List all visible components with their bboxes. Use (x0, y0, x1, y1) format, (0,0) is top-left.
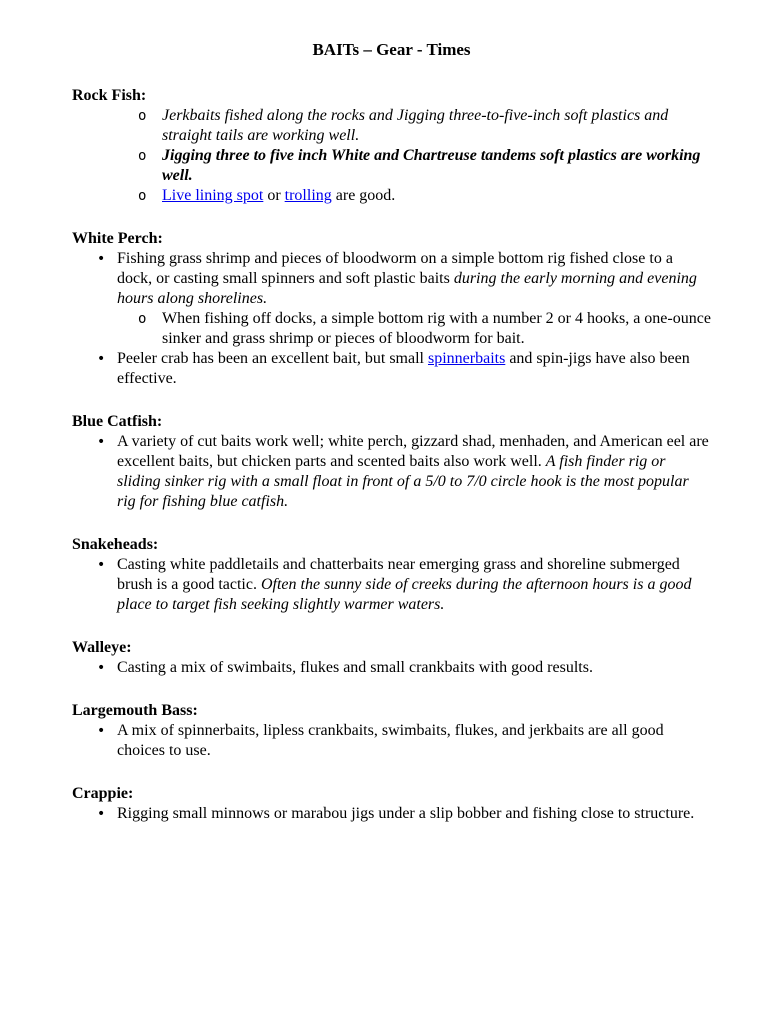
list-item (72, 146, 711, 186)
text-run: A variety of cut baits work well; white perch, gizzard shad, menhaden, and American eel are excellent baits, but chicken parts and scented baits also work well. (117, 433, 709, 470)
list-item (72, 309, 711, 349)
section-largemouth-bass (72, 701, 711, 761)
section-heading: Walleye: (72, 639, 132, 656)
disc-bullet-icon: • (97, 557, 106, 573)
text-link[interactable]: Live lining spot (162, 187, 264, 204)
list-item-text (162, 147, 700, 184)
list-item-text (117, 433, 709, 510)
disc-bullet-icon: • (97, 723, 106, 739)
list-item-text (162, 187, 395, 204)
text-run: Peeler crab has been an excellent bait, but small (117, 350, 428, 367)
section-heading: Rock Fish: (72, 87, 147, 104)
section-heading: Blue Catfish: (72, 413, 163, 430)
list-item (72, 804, 711, 824)
section-rock-fish (72, 86, 711, 206)
list-item-text (117, 659, 593, 676)
section-blue-catfish (72, 412, 711, 512)
list-item (72, 555, 711, 615)
list-item (72, 658, 711, 678)
document-title: BAITs – Gear - Times (312, 40, 471, 59)
text-link[interactable]: trolling (284, 187, 332, 204)
disc-bullet-icon: • (97, 660, 106, 676)
text-run: Often the sunny side of creeks during the afternoon hours is a good place to target fish seeking slightly warmer waters. (117, 576, 692, 613)
section-snakeheads (72, 535, 711, 615)
list-item (72, 721, 711, 761)
section-heading: Largemouth Bass: (72, 702, 198, 719)
text-link[interactable]: spinnerbaits (427, 350, 506, 367)
circle-bullet-icon: o (138, 108, 147, 124)
list-item-text (162, 107, 668, 144)
text-run: A fish finder rig or sliding sinker rig with a small float in front of a 5/0 to 7/0 circle hook is the most popular rig for fishing blue catfish. (117, 453, 689, 510)
text-run: Fishing grass shrimp and pieces of bloodworm on a simple bottom rig fished close to a dock, or casting small spinners and soft plastic baits (117, 250, 673, 287)
disc-bullet-icon: • (97, 251, 106, 267)
circle-bullet-icon: o (138, 148, 147, 164)
text-run: A mix of spinnerbaits, lipless crankbaits, swimbaits, flukes, and jerkbaits are all good choices to use. (117, 722, 664, 759)
circle-bullet-icon: o (138, 311, 147, 327)
circle-bullet-icon: o (138, 188, 147, 204)
disc-bullet-icon: • (97, 434, 106, 450)
text-run: When fishing off docks, a simple bottom rig with a number 2 or 4 hooks, a one-ounce sinker and grass shrimp or pieces of bloodworm for bait. (162, 310, 711, 347)
disc-bullet-icon: • (97, 351, 106, 367)
list-item-text (117, 722, 664, 759)
section-heading: Snakeheads: (72, 536, 159, 553)
section-crappie (72, 784, 711, 824)
list-item-text (117, 556, 691, 613)
text-run: Casting a mix of swimbaits, flukes and small crankbaits with good results. (117, 659, 593, 676)
text-run: Rigging small minnows or marabou jigs under a slip bobber and fishing close to structure. (117, 805, 695, 822)
text-run: are good. (331, 187, 396, 204)
text-run: Casting white paddletails and chatterbaits near emerging grass and shoreline submerged brush is a good tactic. (117, 556, 680, 593)
text-run: or (263, 187, 285, 204)
list-item-text (117, 350, 690, 387)
disc-bullet-icon: • (97, 806, 106, 822)
text-run: during the early morning and evening hours along shorelines. (117, 270, 697, 307)
text-run: Jerkbaits fished along the rocks and Jigging three-to-five-inch soft plastics and straight tails are working well. (162, 107, 669, 144)
section-white-perch (72, 229, 711, 389)
section-walleye (72, 638, 711, 678)
text-run: and spin-jigs have also been effective. (117, 350, 690, 387)
list-item (72, 106, 711, 146)
list-item-text (162, 310, 711, 347)
text-run: Jigging three to five inch White and Chartreuse tandems soft plastics are working well. (162, 147, 701, 184)
document-sections (72, 86, 711, 824)
section-heading: White Perch: (72, 230, 163, 247)
list-item (72, 249, 711, 309)
section-heading: Crappie: (72, 785, 134, 802)
list-item (72, 349, 711, 389)
list-item-text (117, 805, 694, 822)
list-item-text (117, 250, 697, 307)
list-item (72, 432, 711, 512)
list-item (72, 186, 711, 206)
